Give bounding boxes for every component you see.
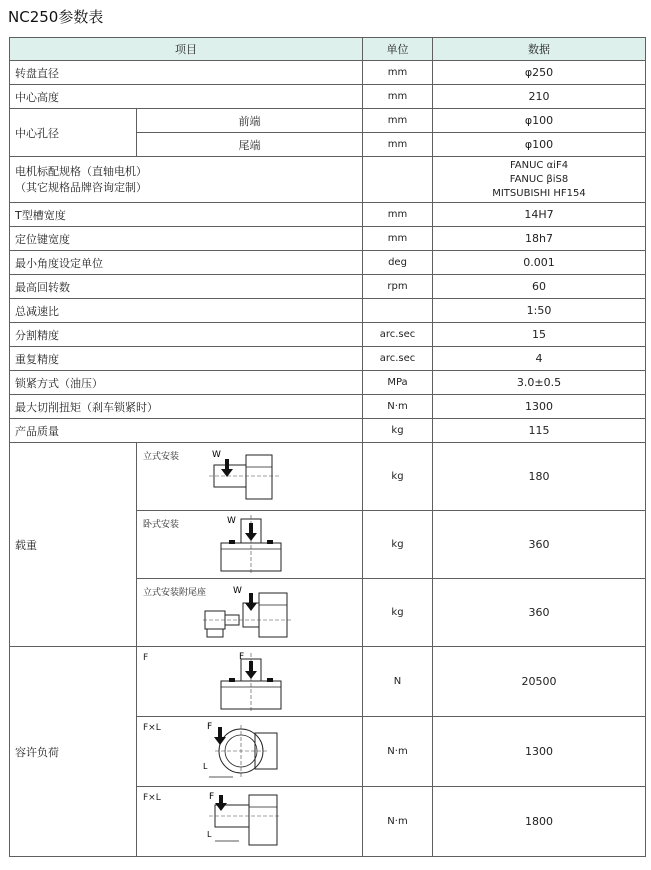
diagram-symbol: W (212, 450, 221, 460)
table-row (10, 419, 646, 443)
row-label: 锁紧方式（油压） (10, 371, 363, 395)
row-value: φ100 (433, 133, 646, 157)
table-row (10, 275, 646, 299)
row-unit: MPa (363, 371, 433, 395)
row-value: φ100 (433, 109, 646, 133)
row-unit: kg (363, 443, 433, 511)
diagram-symbol: W (227, 516, 236, 526)
row-unit: mm (363, 61, 433, 85)
row-label: T型槽宽度 (10, 203, 363, 227)
row-unit: kg (363, 579, 433, 647)
row-value: 0.001 (433, 251, 646, 275)
row-value: 1300 (433, 395, 646, 419)
row-unit: rpm (363, 275, 433, 299)
vertical-mount-tailstock-diagram (203, 583, 291, 643)
row-label: 定位键宽度 (10, 227, 363, 251)
diagram-symbol: F (207, 722, 213, 732)
diagram-dim: L (207, 830, 212, 839)
figure-caption: F×L (143, 793, 161, 803)
diagram-symbol: F (239, 652, 245, 662)
load-label: 载重 (10, 443, 137, 647)
row-value: 15 (433, 323, 646, 347)
row-label: 中心高度 (10, 85, 363, 109)
table-row (10, 299, 646, 323)
figure-caption: 立式安装附尾座 (143, 588, 207, 598)
diagram-dim: L (203, 762, 208, 771)
table-row (10, 443, 646, 511)
row-unit: kg (363, 419, 433, 443)
header-data: 数据 (433, 38, 646, 61)
row-unit: mm (363, 227, 433, 251)
row-unit (363, 299, 433, 323)
row-unit: mm (363, 203, 433, 227)
header-item: 项目 (10, 38, 363, 61)
motor-label-line: 电机标配规格（直轴电机） (15, 164, 147, 178)
row-unit: deg (363, 251, 433, 275)
row-value: 20500 (433, 647, 646, 717)
horizontal-mount-diagram (219, 513, 285, 575)
row-value: 4 (433, 347, 646, 371)
table-row (10, 647, 646, 717)
row-label: 重复精度 (10, 347, 363, 371)
load-figure-cell (137, 579, 363, 647)
figure-caption: F×L (143, 723, 161, 733)
motor-value: MITSUBISHI HF154 (492, 187, 586, 199)
row-value: 1800 (433, 787, 646, 857)
row-value: 360 (433, 511, 646, 579)
axial-load-diagram (219, 649, 285, 713)
motor-value: FANUC αiF4 (509, 159, 569, 171)
table-header-row (10, 38, 646, 61)
row-value: φ250 (433, 61, 646, 85)
table-row (10, 227, 646, 251)
load-figure-cell (137, 511, 363, 579)
row-unit: N·m (363, 395, 433, 419)
bore-front-label: 前端 (137, 109, 363, 133)
row-unit: mm (363, 109, 433, 133)
motor-label (10, 157, 363, 203)
row-label: 分割精度 (10, 323, 363, 347)
motor-value: FANUC βiS8 (509, 173, 569, 185)
row-value: 60 (433, 275, 646, 299)
vertical-mount-diagram (209, 447, 279, 505)
row-value: 18h7 (433, 227, 646, 251)
row-unit: N·m (363, 717, 433, 787)
permissible-figure-cell (137, 647, 363, 717)
row-label: 产品质量 (10, 419, 363, 443)
row-label: 转盘直径 (10, 61, 363, 85)
table-row (10, 323, 646, 347)
row-unit: mm (363, 85, 433, 109)
figure-caption: F (143, 653, 149, 663)
row-value: 14H7 (433, 203, 646, 227)
row-value: 115 (433, 419, 646, 443)
row-value: 360 (433, 579, 646, 647)
figure-caption: 卧式安装 (143, 520, 180, 530)
row-label: 最高回转数 (10, 275, 363, 299)
table-row (10, 395, 646, 419)
load-figure-cell (137, 443, 363, 511)
diagram-symbol: F (209, 792, 215, 802)
row-unit (363, 157, 433, 203)
permissible-label: 容许负荷 (10, 647, 137, 857)
row-label: 最大切削扭矩（刹车锁紧时） (10, 395, 363, 419)
row-unit: N (363, 647, 433, 717)
table-row (10, 157, 646, 203)
table-row (10, 251, 646, 275)
row-label: 最小角度设定单位 (10, 251, 363, 275)
page-title: NC250参数表 (8, 8, 104, 26)
permissible-figure-cell (137, 787, 363, 857)
row-unit: N·m (363, 787, 433, 857)
spec-table (9, 37, 646, 857)
header-unit: 单位 (363, 38, 433, 61)
motor-label-line: （其它规格品牌咨询定制） (15, 180, 147, 194)
diagram-symbol: W (233, 586, 242, 596)
row-value: 3.0±0.5 (433, 371, 646, 395)
table-row (10, 347, 646, 371)
table-row (10, 85, 646, 109)
row-label: 总减速比 (10, 299, 363, 323)
row-unit: mm (363, 133, 433, 157)
row-unit: arc.sec (363, 347, 433, 371)
row-value: 1300 (433, 717, 646, 787)
row-value: 1:50 (433, 299, 646, 323)
table-row (10, 203, 646, 227)
bore-rear-label: 尾端 (137, 133, 363, 157)
moment-load-diagram (203, 719, 281, 783)
bore-label: 中心孔径 (10, 109, 137, 157)
table-row (10, 61, 646, 85)
row-unit: arc.sec (363, 323, 433, 347)
row-value: 180 (433, 443, 646, 511)
figure-caption: 立式安装 (143, 452, 180, 462)
row-value: 210 (433, 85, 646, 109)
permissible-figure-cell (137, 717, 363, 787)
row-unit: kg (363, 511, 433, 579)
table-row (10, 109, 646, 133)
moment-load-side-diagram (205, 789, 281, 853)
table-row (10, 371, 646, 395)
motor-values (433, 157, 646, 203)
